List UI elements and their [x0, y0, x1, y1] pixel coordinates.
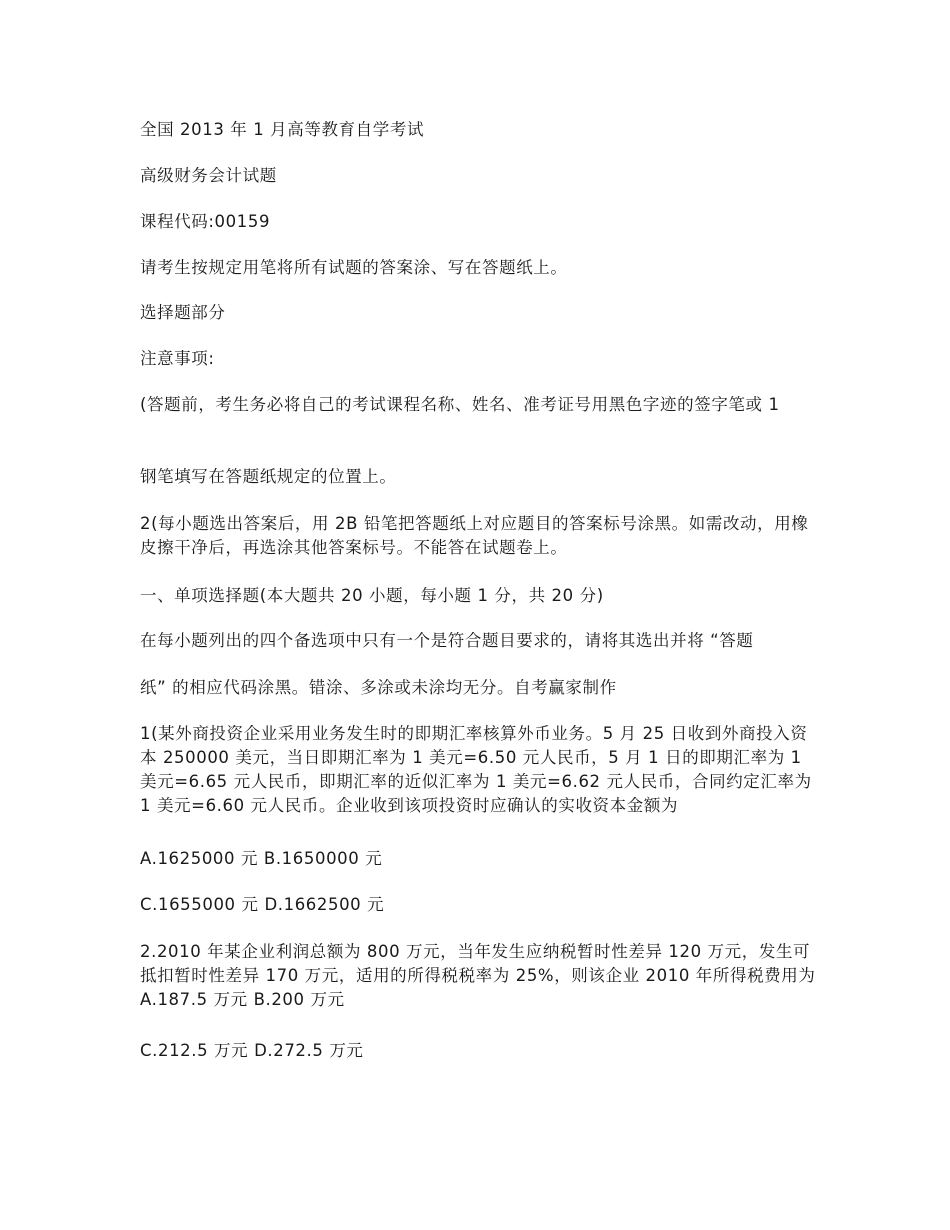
section-heading: 选择题部分	[140, 303, 226, 322]
question-2: 2.2010 年某企业利润总额为 800 万元，当年发生应纳税暂时性差异 120 万元，发生可抵扣暂时性差异 170 万元，适用的所得税税率为 25%，则该企业 2010 年所得税费用为 A.187.5 万元 B.200 万元	[140, 942, 816, 1009]
note-item-2: 2(每小题选出答案后，用 2B 铅笔把答题纸上对应题目的答案标号涂黑。如需改动，用橡皮擦干净后，再选涂其他答案标号。不能答在试题卷上。	[140, 514, 809, 557]
part-instruction-continued: 纸” 的相应代码涂黑。错涂、多涂或未涂均无分。自考赢家制作	[140, 678, 617, 697]
question-1-options-cd: C.1655000 元 D.1662500 元	[140, 895, 385, 914]
exam-header-line: 全国 2013 年 1 月高等教育自学考试	[140, 120, 425, 139]
note-item-1: (答题前，考生务必将自己的考试课程名称、姓名、准考证号用黑色字迹的签字笔或 1	[140, 395, 780, 414]
question-part-heading: 一、单项选择题(本大题共 20 小题，每小题 1 分，共 20 分)	[140, 586, 604, 605]
question-2-options-cd: C.212.5 万元 D.272.5 万元	[140, 1041, 364, 1060]
question-1: 1(某外商投资企业采用业务发生时的即期汇率核算外币业务。5 月 25 日收到外商投入资本 250000 美元，当日即期汇率为 1 美元=6.50 元人民币，5 月 1 日的即期汇率为 1 美元=6.65 元人民币，即期汇率的近似汇率为 1 美元=6.62 元人民币，合同约定汇率为 1 美元=6.60 元人民币。企业收到该项投资时应确认的实收资本金额为	[140, 724, 812, 815]
part-instruction: 在每小题列出的四个备选项中只有一个是符合题目要求的，请将其选出并将 “答题	[140, 631, 754, 650]
note-item-1-continued: 钢笔填写在答题纸规定的位置上。	[140, 467, 397, 486]
notes-heading: 注意事项:	[140, 349, 215, 368]
exam-subject-title: 高级财务会计试题	[140, 166, 277, 185]
answer-instruction: 请考生按规定用笔将所有试题的答案涂、写在答题纸上。	[140, 258, 568, 277]
course-code: 课程代码:00159	[140, 212, 271, 231]
question-1-options-ab: A.1625000 元 B.1650000 元	[140, 849, 383, 868]
